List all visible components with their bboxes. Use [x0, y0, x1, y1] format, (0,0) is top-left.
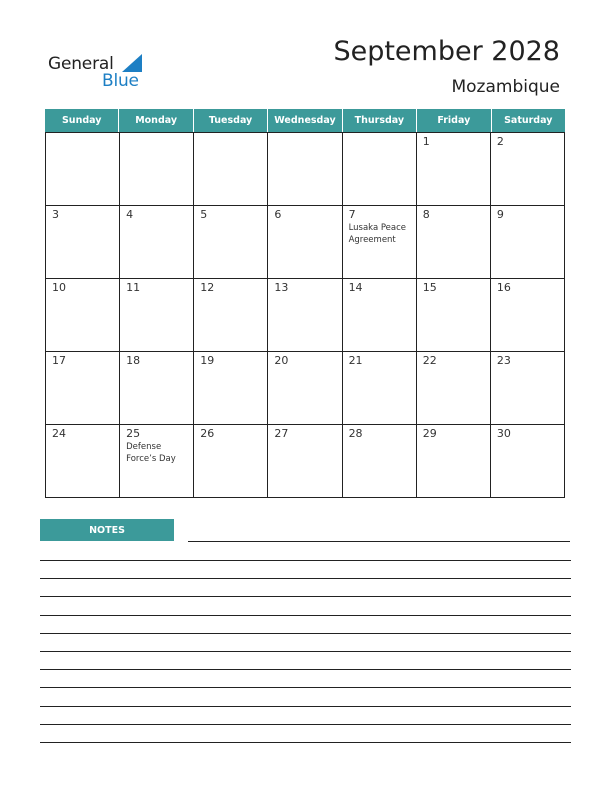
weekday-header [45, 109, 565, 132]
notes-line [40, 651, 571, 652]
calendar-day-cell [491, 133, 565, 206]
day-number: 5 [200, 208, 208, 221]
day-number: 25 [126, 427, 141, 440]
calendar-day-cell [46, 279, 120, 352]
notes-line [40, 560, 571, 561]
weekday-friday: Friday [416, 109, 490, 132]
calendar-day-cell [268, 279, 342, 352]
calendar-week [46, 206, 565, 279]
calendar-day-cell [491, 352, 565, 425]
calendar-day-cell [194, 133, 268, 206]
calendar-day-cell [417, 133, 491, 206]
calendar-day-cell [194, 425, 268, 498]
calendar [45, 109, 565, 498]
calendar-week [46, 279, 565, 352]
calendar-day-cell [120, 352, 194, 425]
page-title: September 2028 [333, 36, 560, 67]
day-number: 14 [348, 281, 363, 294]
notes-line [188, 541, 570, 542]
calendar-day-cell [491, 425, 565, 498]
calendar-day-cell [120, 425, 194, 498]
calendar-week [46, 425, 565, 498]
calendar-day-cell [417, 425, 491, 498]
day-number: 15 [422, 281, 437, 294]
day-number: 22 [422, 354, 437, 367]
notes-line [40, 578, 571, 579]
calendar-grid [45, 132, 565, 498]
day-number: 21 [348, 354, 363, 367]
notes-line [40, 633, 571, 634]
day-number: 12 [200, 281, 215, 294]
notes-line [40, 669, 571, 670]
day-number: 11 [126, 281, 141, 294]
calendar-week [46, 133, 565, 206]
day-number: 18 [126, 354, 141, 367]
weekday-thursday: Thursday [342, 109, 416, 132]
day-number: 17 [52, 354, 66, 367]
day-number: 28 [348, 427, 363, 440]
holiday-event: Lusaka Peace Agreement [348, 223, 407, 245]
calendar-day-cell [268, 425, 342, 498]
calendar-day-cell [120, 133, 194, 206]
calendar-day-cell [343, 133, 417, 206]
calendar-day-cell [46, 425, 120, 498]
day-number: 2 [496, 135, 504, 148]
day-number: 7 [348, 208, 356, 221]
day-number: 30 [496, 427, 511, 440]
calendar-day-cell [343, 352, 417, 425]
notes-line [40, 706, 571, 707]
country-name: Mozambique [451, 77, 560, 97]
day-number: 3 [52, 208, 59, 221]
day-number: 13 [274, 281, 289, 294]
weekday-tuesday: Tuesday [193, 109, 267, 132]
calendar-day-cell [268, 352, 342, 425]
notes-line [40, 687, 571, 688]
weekday-monday: Monday [118, 109, 192, 132]
calendar-day-cell [268, 206, 342, 279]
weekday-wednesday: Wednesday [267, 109, 341, 132]
day-number: 23 [496, 354, 511, 367]
notes-line [40, 615, 571, 616]
calendar-day-cell [343, 206, 417, 279]
logo-blue-text: Blue [102, 71, 139, 91]
weekday-sunday: Sunday [61, 115, 102, 126]
notes-label: NOTES [40, 519, 174, 541]
calendar-day-cell [194, 352, 268, 425]
day-number: 27 [274, 427, 289, 440]
holiday-event: Defense Force’s Day [126, 442, 176, 464]
notes-line [40, 742, 571, 743]
calendar-day-cell [491, 206, 565, 279]
weekday-saturday: Saturday [491, 109, 565, 132]
calendar-day-cell [194, 206, 268, 279]
calendar-day-cell [343, 425, 417, 498]
notes-line [40, 596, 571, 597]
day-number: 1 [422, 135, 430, 148]
calendar-day-cell [417, 279, 491, 352]
day-number: 29 [422, 427, 437, 440]
logo-triangle-icon [122, 54, 142, 72]
day-number: 16 [496, 281, 511, 294]
notes-line [40, 724, 571, 725]
day-number: 9 [496, 208, 504, 221]
logo [48, 52, 148, 92]
day-number: 20 [274, 354, 289, 367]
calendar-day-cell [46, 133, 120, 206]
calendar-day-cell [46, 352, 120, 425]
calendar-day-cell [194, 279, 268, 352]
day-number: 24 [52, 427, 66, 440]
calendar-week [46, 352, 565, 425]
calendar-day-cell [268, 133, 342, 206]
calendar-day-cell [343, 279, 417, 352]
day-number: 26 [200, 427, 215, 440]
calendar-day-cell [491, 279, 565, 352]
calendar-day-cell [417, 352, 491, 425]
day-number: 8 [422, 208, 430, 221]
calendar-day-cell [120, 206, 194, 279]
day-number: 19 [200, 354, 215, 367]
calendar-day-cell [46, 206, 120, 279]
day-number: 6 [274, 208, 282, 221]
day-number: 10 [52, 281, 66, 294]
calendar-day-cell [417, 206, 491, 279]
calendar-day-cell [120, 279, 194, 352]
day-number: 4 [126, 208, 134, 221]
logo-general-text: General [48, 54, 114, 74]
